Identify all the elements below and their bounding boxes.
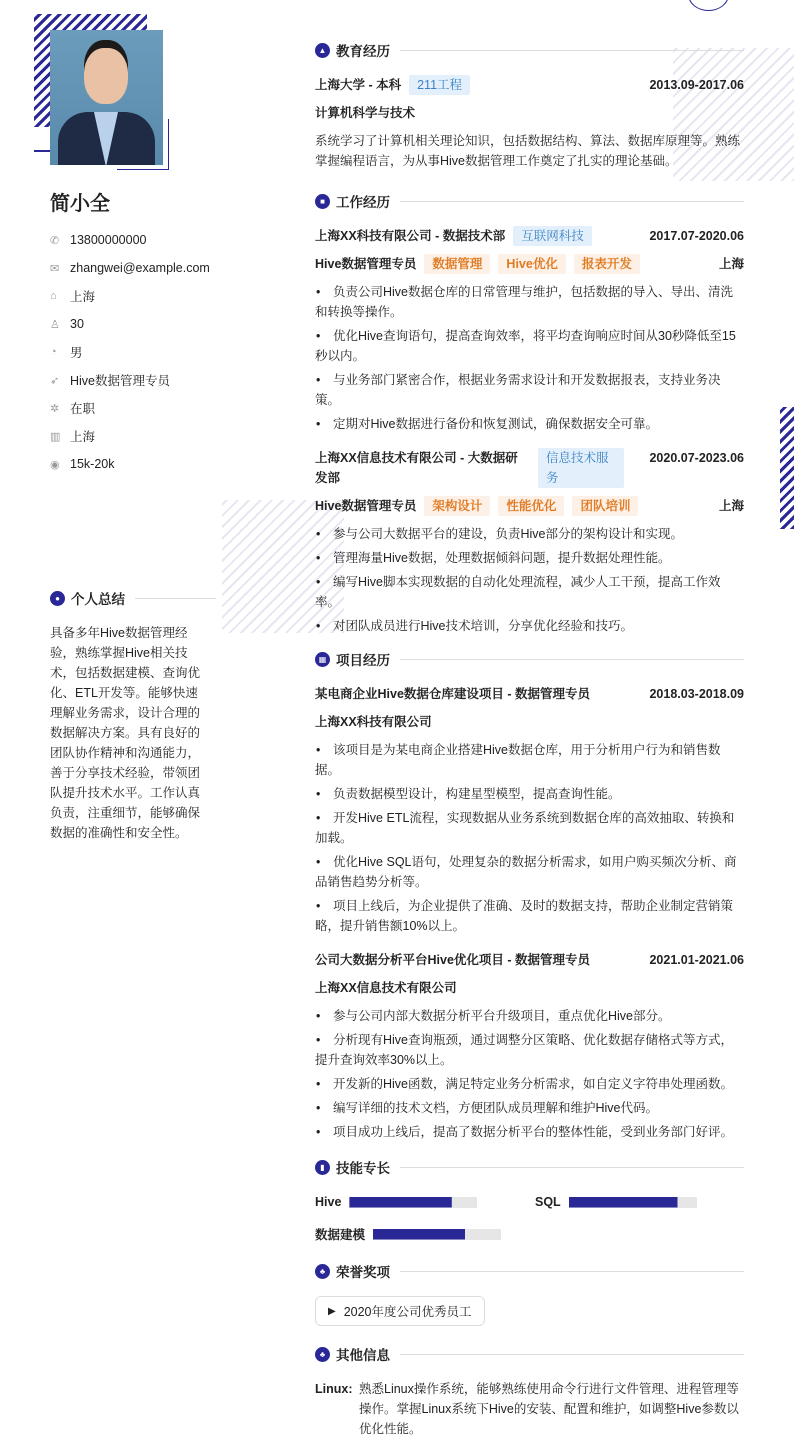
honor-item[interactable] xyxy=(315,1296,485,1326)
projects-header xyxy=(315,648,744,670)
honor-text: 2020年度公司优秀员工 xyxy=(343,1305,472,1319)
work-date: 2020.07-2023.06 xyxy=(649,451,744,465)
skill-bar xyxy=(349,1197,477,1208)
honors-header xyxy=(315,1260,744,1282)
role: Hive数据管理专员 xyxy=(315,499,417,513)
award-icon: ♣ xyxy=(315,1347,330,1362)
info-item xyxy=(50,310,270,338)
bullet: • 优化Hive SQL语句，处理复杂的数据分析需求，如用户购买频次分析、商品销售趋势分析等。 xyxy=(315,852,744,892)
city-icon: ▥ xyxy=(50,430,61,443)
bullet: • 开发新的Hive函数，满足特定业务分析需求，如自定义字符串处理函数。 xyxy=(315,1074,744,1094)
school-tag: 211工程 xyxy=(409,75,470,95)
section-title: 个人总结 xyxy=(71,592,125,607)
award-icon: ♣ xyxy=(315,1264,330,1279)
info-value: zhangwei@example.com xyxy=(70,261,210,275)
project-company: 上海XX科技有限公司 xyxy=(315,715,432,729)
section-title: 荣誉奖项 xyxy=(336,1265,390,1280)
industry-tag: 信息技术服务 xyxy=(538,448,624,488)
age-icon: ♙ xyxy=(50,318,60,331)
info-item xyxy=(50,226,270,254)
school: 上海大学 - 本科 xyxy=(315,78,402,92)
bullet: • 对团队成员进行Hive技术培训，分享优化经验和技巧。 xyxy=(315,616,744,636)
skill-name: Hive xyxy=(315,1195,342,1209)
bullet: • 开发Hive ETL流程，实现数据从业务系统到数据仓库的高效抽取、转换和加载。 xyxy=(315,808,744,848)
play-icon: ▶ xyxy=(328,1305,336,1317)
contact-info xyxy=(50,226,270,478)
grid-icon: ▦ xyxy=(315,652,330,667)
skill-tag: 报表开发 xyxy=(574,254,640,274)
major: 计算机科学与技术 xyxy=(315,106,416,120)
stripe-decoration xyxy=(780,407,794,529)
info-item xyxy=(50,282,270,310)
other-item xyxy=(315,1379,744,1439)
bullet: • 项目成功上线后，提高了数据分析平台的整体性能，受到业务部门好评。 xyxy=(315,1122,744,1142)
bullet: • 参与公司内部大数据分析平台升级项目，重点优化Hive部分。 xyxy=(315,1006,744,1026)
project-item xyxy=(315,684,744,936)
info-item xyxy=(50,450,270,478)
project-date: 2021.01-2021.06 xyxy=(649,953,744,967)
bullet: • 编写详细的技术文档，方便团队成员理解和维护Hive代码。 xyxy=(315,1098,744,1118)
role: Hive数据管理专员 xyxy=(315,257,417,271)
bullet: • 与业务部门紧密合作，根据业务需求设计和开发数据报表，支持业务决策。 xyxy=(315,370,744,410)
section-title: 教育经历 xyxy=(336,44,390,59)
section-title: 其他信息 xyxy=(336,1348,390,1363)
skill-name: 数据建模 xyxy=(315,1228,366,1242)
skill-bar xyxy=(373,1229,501,1240)
edu-desc: 系统学习了计算机相关理论知识，包括数据结构、算法、数据库原理等。熟练掌握编程语言，为从事Hive数据管理工作奠定了扎实的理论基础。 xyxy=(315,134,741,168)
position-icon: ➶ xyxy=(50,374,60,387)
main-column xyxy=(315,39,744,1439)
salary-icon: ◉ xyxy=(50,458,60,471)
info-item xyxy=(50,422,270,450)
skill-tag: 团队培训 xyxy=(572,496,638,516)
other-text: 熟悉Linux操作系统，能够熟练使用命令行进行文件管理、进程管理等操作。掌握Linux系统下Hive的安装、配置和维护，如调整Hive参数以优化性能。 xyxy=(359,1382,739,1436)
section-title: 项目经历 xyxy=(336,653,390,668)
user-icon: ● xyxy=(50,591,65,606)
skill-tag: 性能优化 xyxy=(498,496,564,516)
skills-header xyxy=(315,1156,744,1178)
bullet: • 分析现有Hive查询瓶颈，通过调整分区策略、优化数据存储格式等方式，提升查询效率30%以上。 xyxy=(315,1030,744,1070)
summary-text: 具备多年Hive数据管理经验，熟练掌握Hive相关技术，包括数据建模、查询优化、ETL开发等。能够快速理解业务需求，设计合理的数据解决方案。具有良好的团队协作精神和沟通能力，善于分享技术经验，带领团队提升技术水平。工作认真负责，注重细节，能够确保数据的准确性和安全性。 xyxy=(50,626,201,840)
bullet: • 参与公司大数据平台的建设，负责Hive部分的架构设计和实现。 xyxy=(315,524,744,544)
info-value: 15k-20k xyxy=(70,457,115,471)
work-header xyxy=(315,190,744,212)
skill-item xyxy=(535,1192,744,1212)
skill-item xyxy=(315,1224,535,1244)
company: 上海XX科技有限公司 - 数据技术部 xyxy=(315,229,506,243)
project-name: 某电商企业Hive数据仓库建设项目 - 数据管理专员 xyxy=(315,687,591,701)
section-title: 技能专长 xyxy=(336,1161,390,1176)
skill-item xyxy=(315,1192,535,1212)
info-value: 13800000000 xyxy=(70,233,147,247)
section-title: 工作经历 xyxy=(336,195,390,210)
info-item xyxy=(50,394,270,422)
other-label: Linux: xyxy=(315,1382,353,1396)
skill-bar-fill xyxy=(349,1197,451,1208)
info-value: 30 xyxy=(70,317,84,331)
other-header xyxy=(315,1343,744,1365)
gender-icon: ◔ xyxy=(50,346,57,358)
project-item xyxy=(315,950,744,1142)
info-item xyxy=(50,254,270,282)
project-company: 上海XX信息技术有限公司 xyxy=(315,981,457,995)
info-item xyxy=(50,338,270,366)
skill-bar xyxy=(569,1197,697,1208)
skill-tag: 数据管理 xyxy=(424,254,490,274)
bullet: • 项目上线后，为企业提供了准确、及时的数据支持，帮助企业制定营销策略，提升销售额10%以上。 xyxy=(315,896,744,936)
info-value: Hive数据管理专员 xyxy=(70,374,171,388)
edu-date: 2013.09-2017.06 xyxy=(649,78,744,92)
phone-icon: ✆ xyxy=(50,234,60,247)
education-header xyxy=(315,39,744,61)
work-item xyxy=(315,226,744,434)
skill-bar-fill xyxy=(569,1197,678,1208)
mail-icon: ✉ xyxy=(50,262,60,275)
bullet: • 管理海量Hive数据，处理数据倾斜问题，提升数据处理性能。 xyxy=(315,548,744,568)
work-city: 上海 xyxy=(718,257,744,271)
bullet: • 定期对Hive数据进行备份和恢复测试，确保数据安全可靠。 xyxy=(315,414,744,434)
summary-section xyxy=(50,587,216,843)
industry-tag: 互联网科技 xyxy=(513,226,592,246)
skill-tag: 架构设计 xyxy=(424,496,490,516)
graduation-cap-icon: ▲ xyxy=(315,43,330,58)
info-item xyxy=(50,366,270,394)
home-icon: ⌂ xyxy=(50,290,57,302)
info-value: 在职 xyxy=(70,402,96,416)
bullet: • 负责数据模型设计，构建星型模型，提高查询性能。 xyxy=(315,784,744,804)
project-name: 公司大数据分析平台Hive优化项目 - 数据管理专员 xyxy=(315,953,591,967)
info-value: 上海 xyxy=(70,290,96,304)
bullet: • 编写Hive脚本实现数据的自动化处理流程，减少人工干预，提高工作效率。 xyxy=(315,572,744,612)
skill-tag: Hive优化 xyxy=(498,254,565,274)
top-circle-decoration xyxy=(688,0,729,11)
project-date: 2018.03-2018.09 xyxy=(649,687,744,701)
avatar xyxy=(50,30,163,165)
company: 上海XX信息技术有限公司 - 大数据研发部 xyxy=(315,451,518,485)
work-item xyxy=(315,448,744,636)
skill-name: SQL xyxy=(535,1195,561,1209)
status-icon: ✲ xyxy=(50,402,60,415)
bullet: • 该项目是为某电商企业搭建Hive数据仓库，用于分析用户行为和销售数据。 xyxy=(315,740,744,780)
skill-bar-fill xyxy=(373,1229,465,1240)
info-value: 男 xyxy=(70,346,83,360)
candidate-name: 简小全 xyxy=(50,193,110,215)
bullet: • 优化Hive查询语句，提高查询效率，将平均查询响应时间从30秒降低至15秒以内。 xyxy=(315,326,744,366)
chart-icon: ▮ xyxy=(315,1160,330,1175)
bullet: • 负责公司Hive数据仓库的日常管理与维护，包括数据的导入、导出、清洗和转换等操作。 xyxy=(315,282,744,322)
work-date: 2017.07-2020.06 xyxy=(649,229,744,243)
briefcase-icon: ■ xyxy=(315,194,330,209)
work-city: 上海 xyxy=(718,499,744,513)
info-value: 上海 xyxy=(70,430,96,444)
